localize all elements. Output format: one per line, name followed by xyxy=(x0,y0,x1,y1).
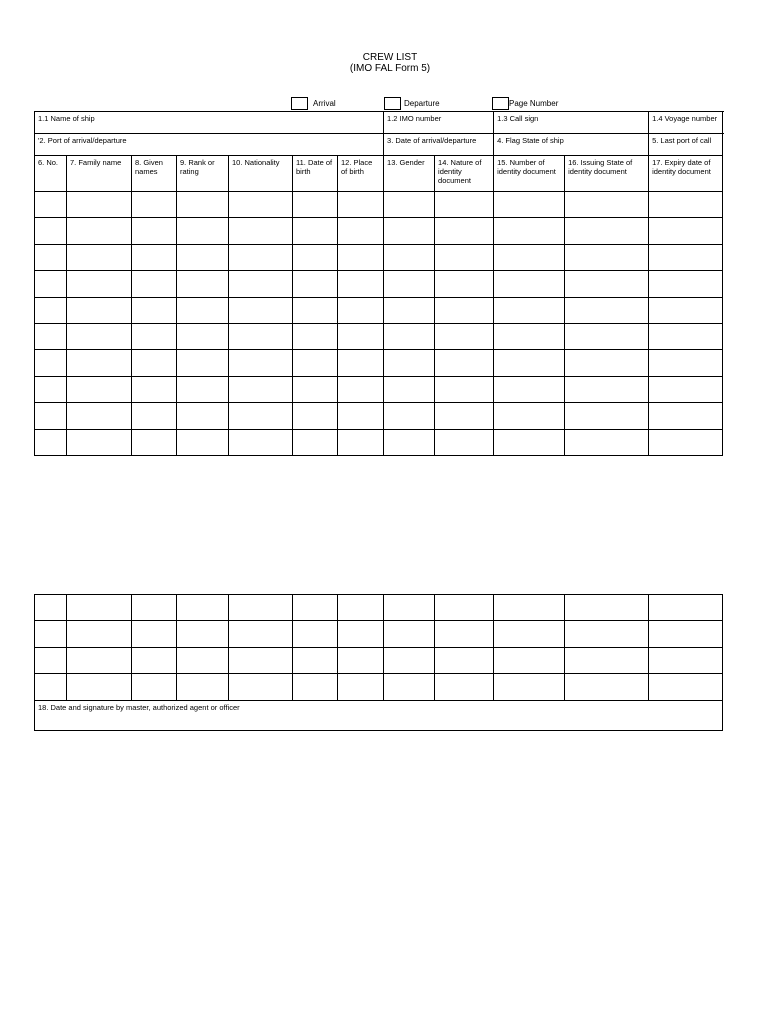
ship-name-field[interactable]: 1.1 Name of ship xyxy=(35,112,384,134)
crew-cell[interactable] xyxy=(649,297,723,323)
crew-cell[interactable] xyxy=(494,376,565,402)
crew-cell[interactable] xyxy=(435,376,494,402)
crew-cell[interactable] xyxy=(177,429,229,455)
crew-cell[interactable] xyxy=(649,429,723,455)
crew-cell[interactable] xyxy=(649,323,723,349)
crew-member-row xyxy=(35,297,723,323)
crew-cell[interactable] xyxy=(67,271,132,297)
crew-cell[interactable] xyxy=(565,429,649,455)
crew-cell[interactable] xyxy=(293,323,338,349)
crew-cell[interactable] xyxy=(132,595,177,621)
crew-cell[interactable] xyxy=(338,323,384,349)
crew-cell[interactable] xyxy=(435,192,494,218)
crew-cell[interactable] xyxy=(67,595,132,621)
crew-cell[interactable] xyxy=(67,403,132,429)
crew-cell[interactable] xyxy=(35,244,67,270)
last-port-field[interactable]: 5. Last port of call xyxy=(649,134,723,156)
crew-member-row xyxy=(35,595,723,621)
crew-cell[interactable] xyxy=(132,218,177,244)
crew-cell[interactable] xyxy=(293,595,338,621)
crew-cell[interactable] xyxy=(35,595,67,621)
crew-cell[interactable] xyxy=(67,647,132,673)
crew-cell[interactable] xyxy=(132,350,177,376)
crew-cell[interactable] xyxy=(565,192,649,218)
crew-cell[interactable] xyxy=(435,218,494,244)
crew-cell[interactable] xyxy=(35,192,67,218)
page-number-checkbox[interactable] xyxy=(492,97,509,110)
crew-cell[interactable] xyxy=(384,271,435,297)
crew-cell[interactable] xyxy=(435,595,494,621)
crew-cell[interactable] xyxy=(293,350,338,376)
crew-cell[interactable] xyxy=(229,595,293,621)
crew-cell[interactable] xyxy=(494,323,565,349)
col-header: 12. Place of birth xyxy=(338,156,384,192)
crew-member-row xyxy=(35,403,723,429)
crew-cell[interactable] xyxy=(338,376,384,402)
crew-cell[interactable] xyxy=(35,647,67,673)
crew-member-row xyxy=(35,647,723,673)
crew-cell[interactable] xyxy=(565,323,649,349)
form-subtitle: (IMO FAL Form 5) xyxy=(349,63,431,74)
crew-cell[interactable] xyxy=(229,271,293,297)
crew-cell[interactable] xyxy=(35,429,67,455)
crew-cell[interactable] xyxy=(229,674,293,700)
crew-cell[interactable] xyxy=(649,376,723,402)
col-header: 10. Nationality xyxy=(229,156,293,192)
crew-cell[interactable] xyxy=(229,218,293,244)
crew-member-row xyxy=(35,376,723,402)
crew-cell[interactable] xyxy=(229,297,293,323)
crew-cell[interactable] xyxy=(67,376,132,402)
crew-cell[interactable] xyxy=(177,271,229,297)
column-header-row xyxy=(35,156,723,192)
crew-cell[interactable] xyxy=(132,297,177,323)
crew-cell[interactable] xyxy=(338,647,384,673)
crew-cell[interactable] xyxy=(293,429,338,455)
crew-cell[interactable] xyxy=(67,218,132,244)
col-header: 16. Issuing State of identity document xyxy=(565,156,649,192)
ship-info-row-1 xyxy=(35,112,723,134)
crew-cell[interactable] xyxy=(67,350,132,376)
port-field[interactable]: '2. Port of arrival/departure xyxy=(35,134,384,156)
crew-cell[interactable] xyxy=(649,192,723,218)
crew-cell[interactable] xyxy=(338,621,384,647)
crew-cell[interactable] xyxy=(35,350,67,376)
crew-cell[interactable] xyxy=(494,192,565,218)
crew-cell[interactable] xyxy=(35,621,67,647)
crew-cell[interactable] xyxy=(435,244,494,270)
crew-cell[interactable] xyxy=(67,621,132,647)
crew-cell[interactable] xyxy=(338,674,384,700)
crew-cell[interactable] xyxy=(177,350,229,376)
crew-cell[interactable] xyxy=(177,218,229,244)
crew-cell[interactable] xyxy=(435,621,494,647)
signature-field[interactable]: 18. Date and signature by master, authorized agent or officer xyxy=(35,700,723,730)
crew-cell[interactable] xyxy=(494,674,565,700)
crew-cell[interactable] xyxy=(384,595,435,621)
crew-cell[interactable] xyxy=(494,218,565,244)
crew-cell[interactable] xyxy=(565,297,649,323)
crew-cell[interactable] xyxy=(565,350,649,376)
crew-member-row xyxy=(35,621,723,647)
crew-cell[interactable] xyxy=(67,674,132,700)
crew-cell[interactable] xyxy=(649,350,723,376)
crew-member-row xyxy=(35,271,723,297)
signature-row xyxy=(35,700,723,730)
crew-cell[interactable] xyxy=(132,244,177,270)
flag-state-field[interactable]: 4. Flag State of ship xyxy=(494,134,649,156)
crew-cell[interactable] xyxy=(293,674,338,700)
col-header: 8. Given names xyxy=(132,156,177,192)
crew-cell[interactable] xyxy=(67,244,132,270)
crew-cell[interactable] xyxy=(67,297,132,323)
crew-cell[interactable] xyxy=(338,271,384,297)
crew-member-row xyxy=(35,674,723,700)
crew-cell[interactable] xyxy=(649,595,723,621)
crew-cell[interactable] xyxy=(229,376,293,402)
crew-cell[interactable] xyxy=(384,244,435,270)
crew-cell[interactable] xyxy=(494,429,565,455)
crew-cell[interactable] xyxy=(565,244,649,270)
crew-cell[interactable] xyxy=(649,647,723,673)
crew-cell[interactable] xyxy=(67,429,132,455)
crew-member-row xyxy=(35,429,723,455)
crew-cell[interactable] xyxy=(293,376,338,402)
crew-cell[interactable] xyxy=(494,403,565,429)
col-header: 13. Gender xyxy=(384,156,435,192)
crew-cell[interactable] xyxy=(565,674,649,700)
crew-cell[interactable] xyxy=(565,595,649,621)
crew-cell[interactable] xyxy=(35,297,67,323)
crew-cell[interactable] xyxy=(229,192,293,218)
crew-cell[interactable] xyxy=(35,323,67,349)
crew-cell[interactable] xyxy=(384,192,435,218)
crew-cell[interactable] xyxy=(177,323,229,349)
crew-cell[interactable] xyxy=(293,403,338,429)
crew-cell[interactable] xyxy=(229,647,293,673)
crew-cell[interactable] xyxy=(494,647,565,673)
crew-cell[interactable] xyxy=(177,595,229,621)
crew-member-row xyxy=(35,244,723,270)
crew-cell[interactable] xyxy=(494,595,565,621)
crew-cell[interactable] xyxy=(384,350,435,376)
crew-cell[interactable] xyxy=(565,403,649,429)
crew-cell[interactable] xyxy=(293,297,338,323)
crew-cell[interactable] xyxy=(177,376,229,402)
crew-cell[interactable] xyxy=(384,429,435,455)
crew-cell[interactable] xyxy=(229,621,293,647)
crew-cell[interactable] xyxy=(132,647,177,673)
crew-cell[interactable] xyxy=(494,297,565,323)
crew-cell[interactable] xyxy=(384,674,435,700)
crew-cell[interactable] xyxy=(338,297,384,323)
col-header: 15. Number of identity document xyxy=(494,156,565,192)
crew-cell[interactable] xyxy=(293,192,338,218)
crew-cell[interactable] xyxy=(565,647,649,673)
crew-cell[interactable] xyxy=(435,647,494,673)
crew-cell[interactable] xyxy=(565,271,649,297)
col-header: 14. Nature of identity document xyxy=(435,156,494,192)
crew-cell[interactable] xyxy=(229,429,293,455)
crew-cell[interactable] xyxy=(435,297,494,323)
crew-cell[interactable] xyxy=(338,244,384,270)
crew-cell[interactable] xyxy=(338,403,384,429)
call-sign-field[interactable]: 1.3 Call sign xyxy=(494,112,649,134)
crew-cell[interactable] xyxy=(177,192,229,218)
crew-cell[interactable] xyxy=(132,271,177,297)
crew-member-row xyxy=(35,218,723,244)
col-header: 6. No. xyxy=(35,156,67,192)
crew-cell[interactable] xyxy=(435,271,494,297)
crew-member-row xyxy=(35,350,723,376)
crew-list-continuation-table xyxy=(34,594,723,731)
crew-member-row xyxy=(35,323,723,349)
col-header: 9. Rank or rating xyxy=(177,156,229,192)
crew-cell[interactable] xyxy=(494,621,565,647)
crew-cell[interactable] xyxy=(384,297,435,323)
arrival-checkbox[interactable] xyxy=(291,97,308,110)
crew-cell[interactable] xyxy=(649,244,723,270)
crew-cell[interactable] xyxy=(338,350,384,376)
crew-cell[interactable] xyxy=(132,429,177,455)
crew-cell[interactable] xyxy=(494,271,565,297)
crew-cell[interactable] xyxy=(132,376,177,402)
crew-cell[interactable] xyxy=(384,621,435,647)
col-header: 11. Date of birth xyxy=(293,156,338,192)
ship-info-row-2 xyxy=(35,134,723,156)
crew-cell[interactable] xyxy=(338,595,384,621)
crew-cell[interactable] xyxy=(67,192,132,218)
crew-cell[interactable] xyxy=(35,271,67,297)
crew-cell[interactable] xyxy=(293,647,338,673)
crew-cell[interactable] xyxy=(229,323,293,349)
col-header: 17. Expiry date of identity document xyxy=(649,156,723,192)
crew-cell[interactable] xyxy=(177,244,229,270)
crew-cell[interactable] xyxy=(293,244,338,270)
crew-cell[interactable] xyxy=(35,403,67,429)
crew-cell[interactable] xyxy=(565,218,649,244)
crew-cell[interactable] xyxy=(293,218,338,244)
crew-cell[interactable] xyxy=(177,674,229,700)
crew-cell[interactable] xyxy=(565,376,649,402)
crew-cell[interactable] xyxy=(649,403,723,429)
crew-cell[interactable] xyxy=(384,376,435,402)
form-title: CREW LIST xyxy=(362,52,418,63)
crew-cell[interactable] xyxy=(384,403,435,429)
crew-cell[interactable] xyxy=(435,323,494,349)
departure-checkbox[interactable] xyxy=(384,97,401,110)
crew-cell[interactable] xyxy=(177,297,229,323)
crew-cell[interactable] xyxy=(229,403,293,429)
crew-list-table xyxy=(34,111,723,456)
page-number-label: Page Number xyxy=(509,99,559,108)
date-field[interactable]: 3. Date of arrival/departure xyxy=(384,134,494,156)
crew-cell[interactable] xyxy=(132,403,177,429)
crew-cell[interactable] xyxy=(177,647,229,673)
crew-cell[interactable] xyxy=(384,323,435,349)
crew-cell[interactable] xyxy=(649,621,723,647)
crew-cell[interactable] xyxy=(35,674,67,700)
crew-cell[interactable] xyxy=(565,621,649,647)
crew-cell[interactable] xyxy=(494,244,565,270)
form-title-block xyxy=(0,52,768,74)
crew-cell[interactable] xyxy=(132,323,177,349)
departure-label: Departure xyxy=(404,99,440,108)
crew-cell[interactable] xyxy=(435,403,494,429)
crew-cell[interactable] xyxy=(293,271,338,297)
crew-cell[interactable] xyxy=(649,674,723,700)
crew-cell[interactable] xyxy=(293,621,338,647)
crew-cell[interactable] xyxy=(435,350,494,376)
voyage-number-field[interactable]: 1.4 Voyage number xyxy=(649,112,723,134)
crew-cell[interactable] xyxy=(338,218,384,244)
crew-cell[interactable] xyxy=(177,621,229,647)
crew-cell[interactable] xyxy=(384,647,435,673)
crew-cell[interactable] xyxy=(384,218,435,244)
crew-cell[interactable] xyxy=(132,621,177,647)
crew-cell[interactable] xyxy=(649,271,723,297)
crew-cell[interactable] xyxy=(132,674,177,700)
imo-number-field[interactable]: 1.2 IMO number xyxy=(384,112,494,134)
crew-cell[interactable] xyxy=(494,350,565,376)
crew-cell[interactable] xyxy=(35,218,67,244)
crew-cell[interactable] xyxy=(229,244,293,270)
arrival-label: Arrival xyxy=(313,99,336,108)
crew-cell[interactable] xyxy=(67,323,132,349)
crew-cell[interactable] xyxy=(338,192,384,218)
crew-cell[interactable] xyxy=(435,429,494,455)
crew-cell[interactable] xyxy=(177,403,229,429)
crew-cell[interactable] xyxy=(35,376,67,402)
crew-cell[interactable] xyxy=(229,350,293,376)
crew-cell[interactable] xyxy=(435,674,494,700)
crew-member-row xyxy=(35,192,723,218)
crew-cell[interactable] xyxy=(649,218,723,244)
crew-cell[interactable] xyxy=(132,192,177,218)
crew-cell[interactable] xyxy=(338,429,384,455)
col-header: 7. Family name xyxy=(67,156,132,192)
